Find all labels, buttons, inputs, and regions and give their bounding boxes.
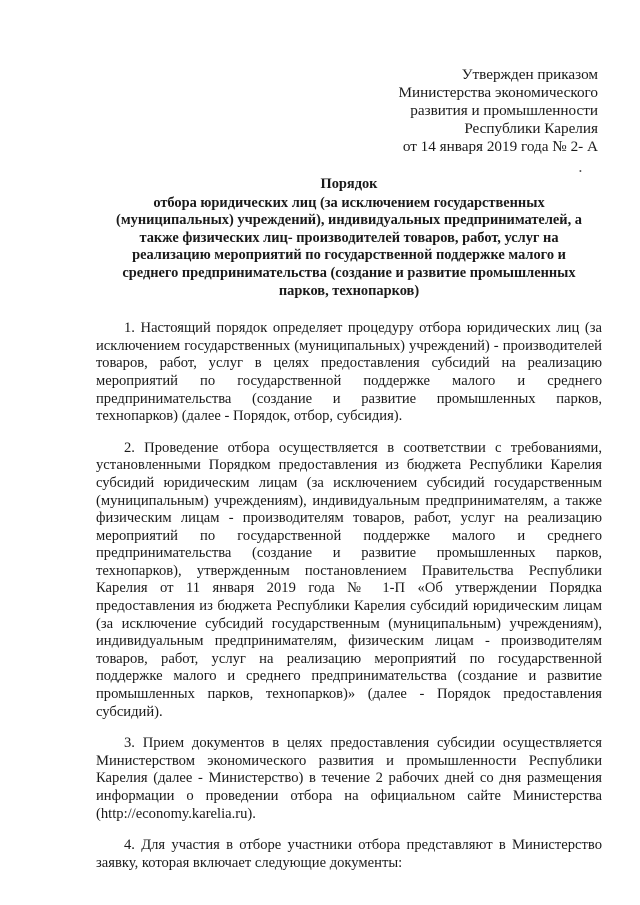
title-line-1: отбора юридических лиц (за исключением государственных: [153, 194, 545, 211]
document-body: [96, 320, 602, 872]
title-heading: Порядок: [320, 176, 378, 192]
paragraph-4: 4. Для участия в отборе участники отбора представляют в Министерство заявку, которая включает следующие документы:: [96, 837, 602, 871]
approval-stamp: [96, 66, 598, 156]
title-line-5: среднего предпринимательства (создание и развитие промышленных: [122, 264, 576, 281]
approval-line-1: Утвержден приказом: [461, 66, 598, 83]
approval-line-5: от 14 января 2019 года № 2- А: [402, 138, 598, 155]
approval-line-4: Республики Карелия: [464, 120, 598, 137]
title-line-4: реализацию мероприятий по государственной поддержке малого и: [132, 247, 566, 264]
document-title: [96, 176, 602, 300]
title-line-6: парков, технопарков): [278, 282, 420, 299]
scan-speck: •: [579, 167, 582, 176]
title-line-3: также физических лиц- производителей товаров, работ, услуг на: [139, 229, 559, 246]
paragraph-1: 1. Настоящий порядок определяет процедуру отбора юридических лиц (за исключением государственных (муниципальных) учреждений) - производителей товаров, работ, услуг в целях предоставления субсидий на реализацию мероприятий по государственной поддержке малого и среднего предпринимательства (создание и развитие промышленных парков, технопарков) (далее - Порядок, отбор, субсидия).: [96, 320, 602, 425]
approval-line-2: Министерства экономического: [398, 84, 598, 101]
paragraph-2: 2. Проведение отбора осуществляется в соответствии с требованиями, установленными Порядком предоставления из бюджета Республики Карелия субсидий юридическим лицам (за исключением субсидий государственным (муниципальным) учреждениям), индивидуальным предпринимателям, а также физическим лицам - производителям товаров, работ, услуг на реализацию мероприятий по государственной поддержке малого и среднего предпринимательства (создание и развитие промышленных парков, технопарков), утвержденным постановлением Правительства Республики Карелия от 11 января 2019 года № 1-П «Об утверждении Порядка предоставления из бюджета Республики Карелия субсидий юридическим лицам (за исключение субсидий государственным (муниципальным) учреждениям), индивидуальным предпринимателям, физическим лицам - производителям товаров, работ, услуг на реализацию мероприятий по государственной поддержке малого и среднего предпринимательства (создание и развитие промышленных парков, технопарков)» (далее - Порядок предоставления субсидий).: [96, 439, 602, 720]
approval-line-3: развития и промышленности: [410, 102, 598, 119]
title-line-2: (муниципальных) учреждений), индивидуальных предпринимателей, а: [116, 212, 582, 229]
paragraph-3: 3. Прием документов в целях предоставления субсидии осуществляется Министерством экономического развития и промышленности Республики Карелия (далее - Министерство) в течение 2 рабочих дней со дня размещения информации о проведении отбора на официальном сайте Министерства (http://economy.karelia.ru).: [96, 735, 602, 822]
